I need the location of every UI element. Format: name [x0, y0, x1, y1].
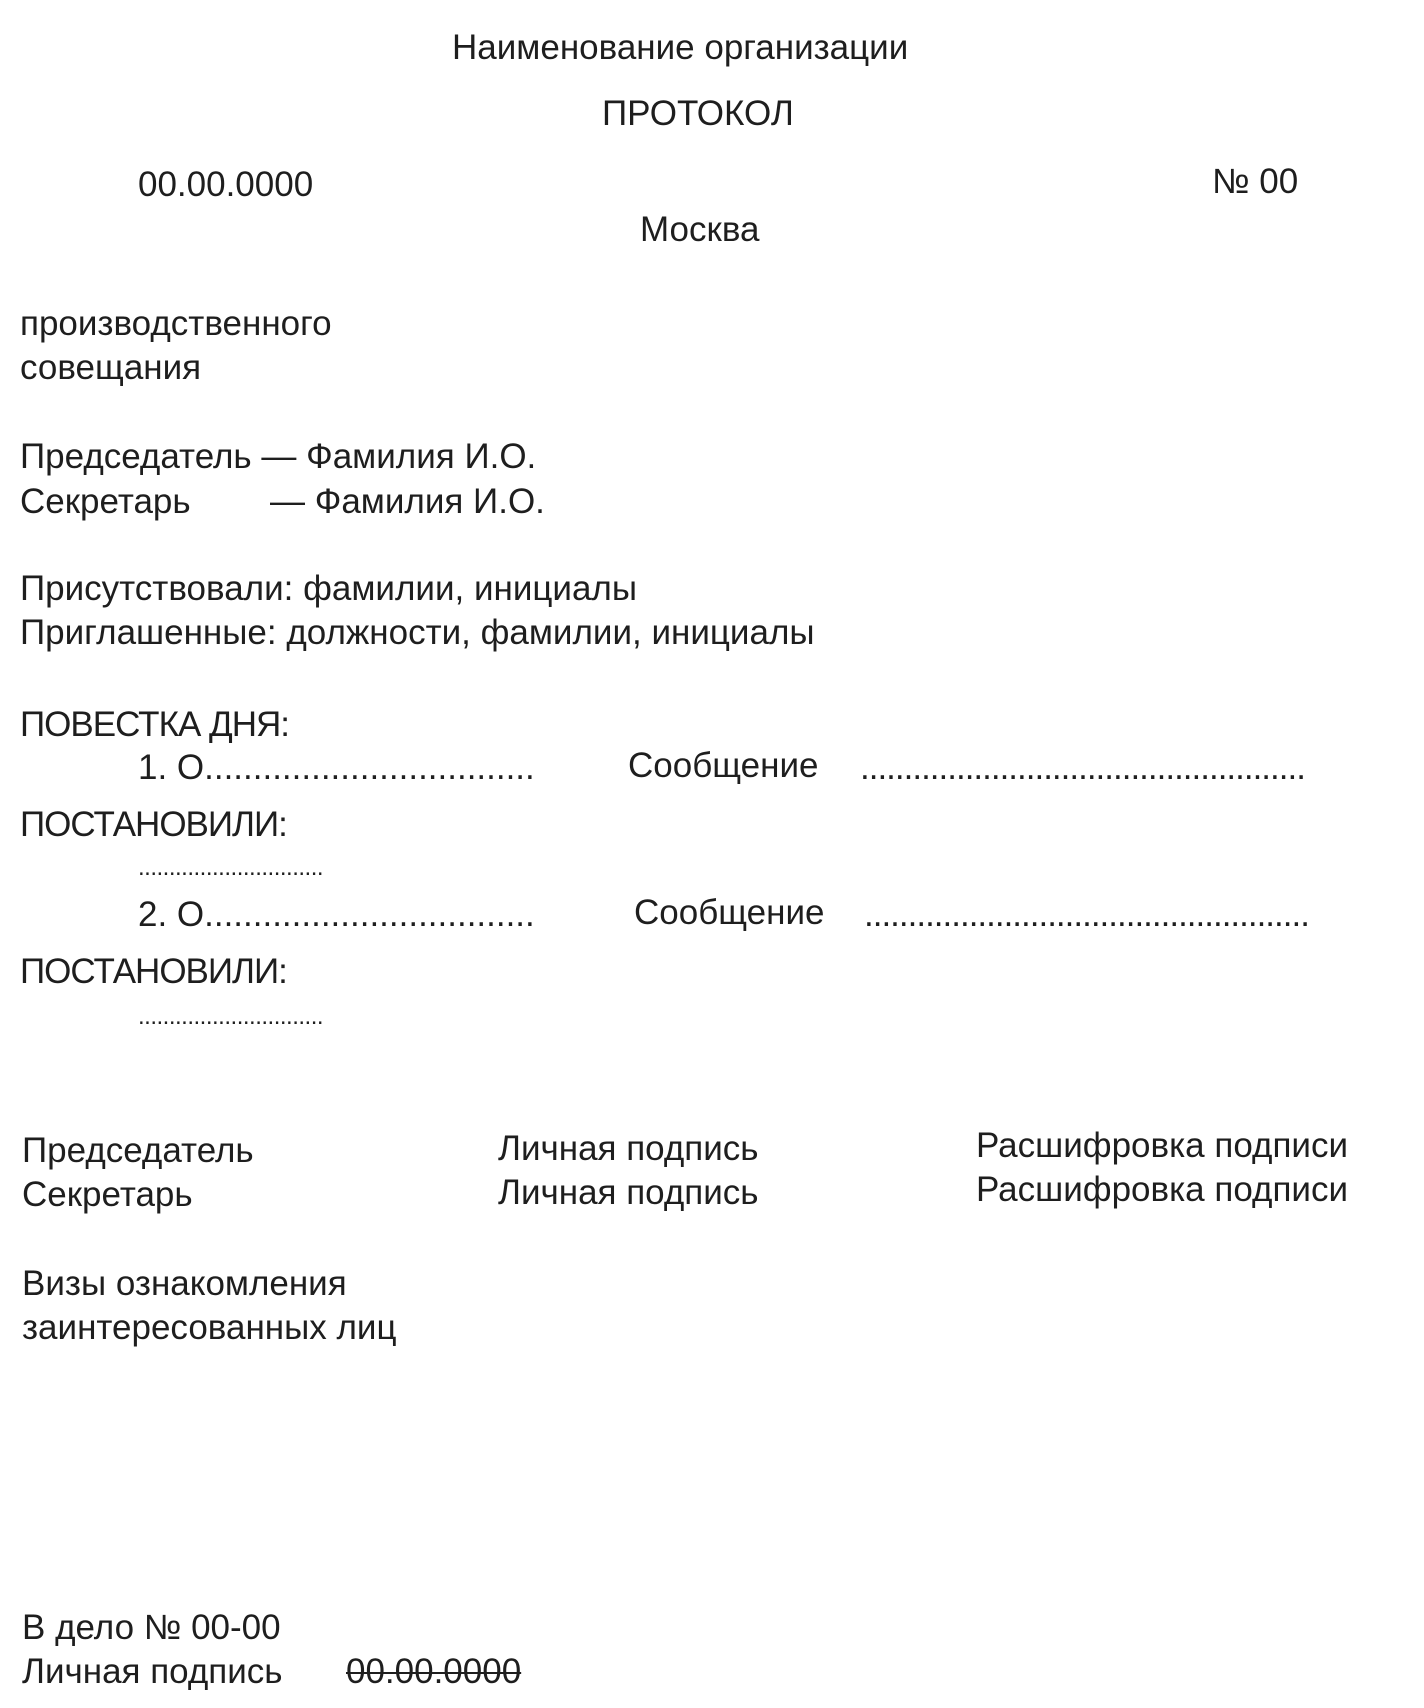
- filing-case-number: В дело № 00-00: [22, 1608, 281, 1647]
- agenda-item-2-decision: ..............................: [138, 1003, 324, 1030]
- agenda-item-2-decided-heading: ПОСТАНОВИЛИ:: [20, 952, 287, 991]
- filing-signature: Личная подпись: [22, 1652, 283, 1691]
- agenda-item-1-topic: 1. О..................................: [138, 748, 535, 787]
- acquaintance-visas-line-1: Визы ознакомления: [22, 1264, 347, 1303]
- document-date: 00.00.0000: [138, 165, 314, 204]
- present-line: Присутствовали: фамилии, инициалы: [20, 569, 638, 608]
- signature-row-1-role: Председатель: [22, 1131, 254, 1170]
- agenda-heading: ПОВЕСТКА ДНЯ:: [20, 705, 289, 744]
- signature-row-1-signature: Личная подпись: [498, 1129, 759, 1168]
- document-title-line-2: совещания: [20, 348, 202, 387]
- acquaintance-visas-line-2: заинтересованных лиц: [22, 1308, 397, 1347]
- agenda-item-1-decided-heading: ПОСТАНОВИЛИ:: [20, 805, 287, 844]
- agenda-item-2-report-label: Сообщение: [634, 893, 825, 932]
- signature-row-2-role: Секретарь: [22, 1175, 193, 1214]
- document-title-line-1: производственного: [20, 304, 332, 343]
- signature-row-2-transcript: Расшифровка подписи: [976, 1170, 1348, 1209]
- chair-line: Председатель — Фамилия И.О.: [20, 437, 537, 476]
- secretary-value: — Фамилия И.О.: [270, 482, 545, 521]
- document-number: № 00: [1212, 162, 1299, 201]
- agenda-item-1-decision: ..............................: [138, 854, 324, 881]
- agenda-item-1-report-dots: ...................................................: [860, 748, 1305, 787]
- document-type: ПРОТОКОЛ: [602, 94, 794, 133]
- filing-date: 00.00.0000: [346, 1652, 522, 1691]
- secretary-label: Секретарь: [20, 482, 191, 521]
- agenda-item-2-topic: 2. О..................................: [138, 895, 535, 934]
- signature-row-2-signature: Личная подпись: [498, 1173, 759, 1212]
- document-place: Москва: [640, 210, 760, 249]
- agenda-item-1-report-label: Сообщение: [628, 746, 819, 785]
- organization-name: Наименование организации: [452, 28, 909, 67]
- agenda-item-2-report-dots: ...................................................: [864, 895, 1309, 934]
- signature-row-1-transcript: Расшифровка подписи: [976, 1126, 1348, 1165]
- invited-line: Приглашенные: должности, фамилии, инициалы: [20, 613, 815, 652]
